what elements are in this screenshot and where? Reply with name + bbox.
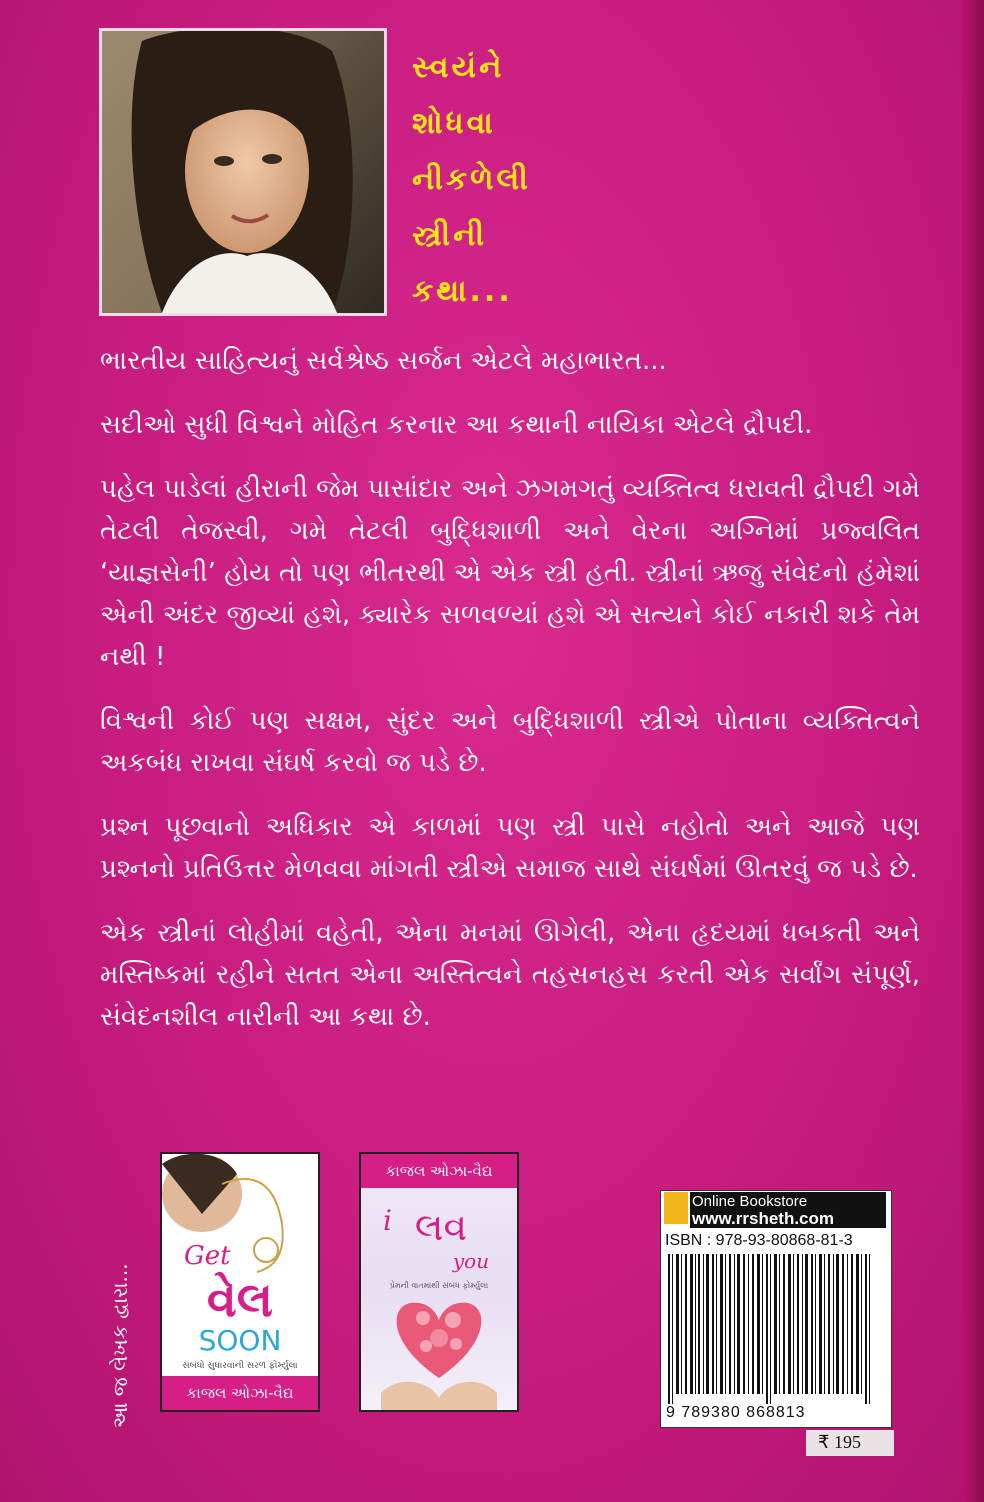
- tagline-line: સ્વયંને: [412, 50, 505, 85]
- book2-i: i: [383, 1204, 392, 1237]
- publisher-logo-icon: [664, 1192, 688, 1224]
- book2-subtitle: પ્રેમની વાતમાંથી સંબંધ ફોર્મ્યુલા: [389, 1281, 489, 1290]
- book1-title: વેલ: [206, 1272, 274, 1328]
- book2-author: કાજલ ઓઝા-વૈદ્ય: [361, 1154, 517, 1188]
- tagline: [412, 40, 531, 320]
- book-i-love-you: [359, 1152, 519, 1412]
- tagline-line: શોધવા: [412, 106, 496, 141]
- isbn: ISBN : 978-93-80868-81-3: [665, 1232, 853, 1249]
- book1-soon: SOON: [198, 1324, 282, 1357]
- book2-title: લવ: [414, 1205, 468, 1249]
- blurb: [100, 340, 920, 1060]
- also-by-author-text: આ જ લેખક દ્વારા...: [108, 1263, 132, 1428]
- online-bookstore-label: Online Bookstore: [692, 1193, 808, 1210]
- book1-subtitle: સંબંધો સુધારવાની સરળ ફોર્મ્યુલા: [182, 1361, 298, 1371]
- blurb-paragraph: વિશ્વની કોઈ પણ સક્ષમ, સુંદર અને બુદ્ધિશાળી સ્ત્રીએ પોતાના વ્યક્તિત્વને અકબંધ રાખવા સંઘર્ષ કરવો જ પડે છે.: [100, 706, 920, 778]
- blurb-paragraph: ભારતીય સાહિત્યનું સર્વશ્રેષ્ઠ સર્જન એટલે મહાભારત...: [100, 346, 667, 376]
- blurb-paragraph: પહેલ પાડેલાં હીરાની જેમ પાસાંદાર અને ઝગમગતું વ્યક્તિત્વ ધરાવતી દ્રૌપદી ગમે તેટલી તેજસ્વી, ગમે તેટલી બુદ્ધિશાળી અને વેરના અગ્નિમાં પ્રજ્વલિત ‘યાજ્ઞસેની’ હોય તો પણ ભીતરથી એ એક સ્ત્રી હતી. સ્ત્રીનાં ઋજુ સંવેદનો હંમેશાં એની અંદર જીવ્યાં હશે, ક્યારેક સળવળ્યાં હશે એ સત્યને કોઈ નકારી શકે તેમ નથી !: [100, 474, 920, 672]
- barcode-bars: [664, 1254, 886, 1404]
- spine-edge: [962, 0, 984, 1502]
- book1-get: Get: [184, 1241, 231, 1271]
- blurb-paragraph: એક સ્ત્રીનાં લોહીમાં વહેતી, એના મનમાં ઊગેલી, એના હૃદયમાં ધબકતી અને મસ્તિષ્કમાં રહીને સતત એના અસ્તિત્વને તહસનહસ કરતી એક સર્વાંગ સંપૂર્ણ, સંવેદનશીલ નારીની આ કથા છે.: [100, 918, 920, 1032]
- tagline-line: સ્ત્રીની: [412, 218, 488, 253]
- book2-you: you: [452, 1249, 490, 1273]
- also-by-author-label: [104, 1200, 140, 1430]
- tagline-line: નીકળેલી: [412, 162, 531, 197]
- book-get-well-soon: [160, 1152, 320, 1412]
- blurb-paragraph: સદીઓ સુધી વિશ્વને મોહિત કરનાર આ કથાની નાયિકા એટલે દ્રૌપદી.: [100, 410, 813, 440]
- author-photo: [99, 28, 387, 316]
- book1-author: કાજલ ઓઝા-વૈદ્ય: [162, 1376, 318, 1410]
- tagline-line: કથા...: [412, 274, 513, 309]
- barcode-number: 9 789380 868813: [666, 1404, 806, 1421]
- bookstore-url: www.rrsheth.com: [692, 1209, 835, 1228]
- price: ₹ 195: [818, 1432, 861, 1452]
- blurb-paragraph: પ્રશ્ન પૂછવાનો અધિકાર એ કાળમાં પણ સ્ત્રી પાસે નહોતો અને આજે પણ પ્રશ્નનો પ્રતિઉત્તર મેળવવા માંગતી સ્ત્રીએ સમાજ સાથે સંઘર્ષમાં ઊતરવું જ પડે છે.: [100, 812, 920, 884]
